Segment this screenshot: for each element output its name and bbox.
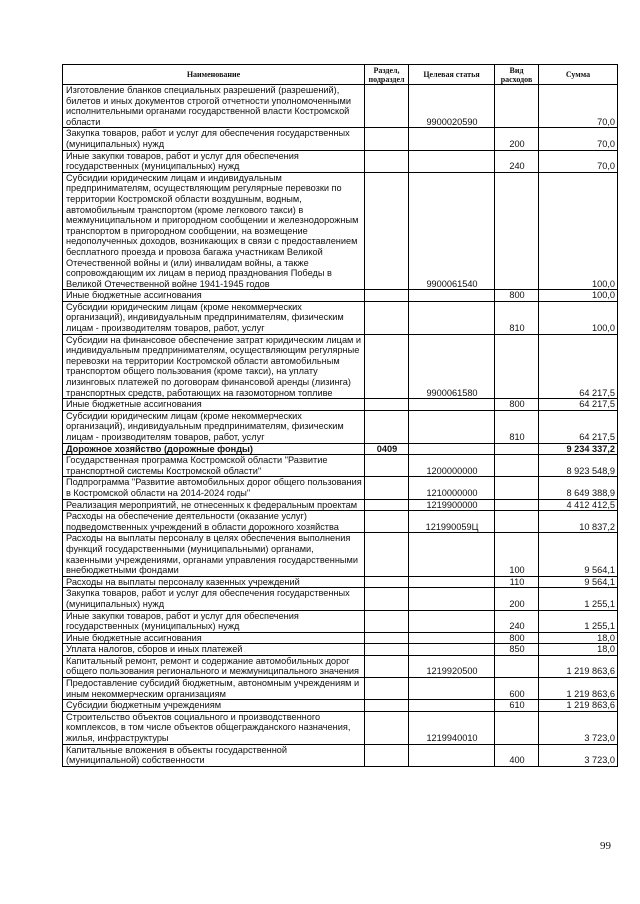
cell-name: Предоставление субсидий бюджетным, автономным учреждениям и иным некоммерческим организациям <box>63 678 365 700</box>
header-sum: Сумма <box>539 65 618 85</box>
table-row <box>63 576 618 588</box>
cell-target: 1219900000 <box>409 499 495 511</box>
cell-kind: 800 <box>495 399 539 411</box>
cell-sum: 1 219 863,6 <box>539 678 618 700</box>
cell-target <box>409 410 495 443</box>
cell-section <box>365 85 409 128</box>
cell-kind: 240 <box>495 150 539 172</box>
table-row <box>63 477 618 499</box>
cell-name: Субсидии на финансовое обеспечение затрат юридическим лицам и индивидуальным предпринимателям, осуществляющим регулярные перевозки на территории Костромской области автомобильным транспортом общего пользования (кроме такси), на уплату лизинговых платежей по договорам финансовой аренды (лизинга) транспортных средств, работающих на газомоторном топливе <box>63 334 365 399</box>
cell-target <box>409 128 495 150</box>
cell-target: 1200000000 <box>409 455 495 477</box>
cell-name: Иные бюджетные ассигнования <box>63 290 365 302</box>
cell-name: Капитальный ремонт, ремонт и содержание автомобильных дорог общего пользования регионального и межмуниципального значения <box>63 655 365 677</box>
table-row <box>63 632 618 644</box>
table-row <box>63 644 618 656</box>
cell-section <box>365 511 409 533</box>
cell-section <box>365 700 409 712</box>
table-row <box>63 399 618 411</box>
cell-section <box>365 334 409 399</box>
page-number: 99 <box>600 840 611 852</box>
cell-name: Расходы на выплаты персоналу казенных учреждений <box>63 576 365 588</box>
cell-section: 0409 <box>365 443 409 455</box>
cell-section <box>365 150 409 172</box>
cell-target <box>409 301 495 334</box>
cell-target <box>409 290 495 302</box>
cell-section <box>365 499 409 511</box>
table-row <box>63 290 618 302</box>
cell-target: 9900020590 <box>409 85 495 128</box>
cell-name: Расходы на обеспечение деятельности (оказание услуг) подведомственных учреждений в области дорожного хозяйства <box>63 511 365 533</box>
cell-kind: 400 <box>495 744 539 766</box>
cell-target <box>409 644 495 656</box>
table-row <box>63 150 618 172</box>
cell-sum: 8 923 548,9 <box>539 455 618 477</box>
cell-sum: 10 837,2 <box>539 511 618 533</box>
cell-kind <box>495 711 539 744</box>
cell-section <box>365 477 409 499</box>
cell-section <box>365 533 409 576</box>
cell-target <box>409 533 495 576</box>
table-row <box>63 410 618 443</box>
cell-section <box>365 455 409 477</box>
cell-target: 1219940010 <box>409 711 495 744</box>
cell-name: Иные бюджетные ассигнования <box>63 399 365 411</box>
cell-section <box>365 290 409 302</box>
cell-kind: 800 <box>495 632 539 644</box>
table-row <box>63 511 618 533</box>
cell-target <box>409 744 495 766</box>
table-row <box>63 301 618 334</box>
cell-sum: 70,0 <box>539 128 618 150</box>
cell-kind <box>495 655 539 677</box>
cell-name: Расходы на выплаты персоналу в целях обеспечения выполнения функций государственными (муниципальными) органами, казенными учреждениями, органами управления государственными внебюджетными фондами <box>63 533 365 576</box>
cell-name: Субсидии бюджетным учреждениям <box>63 700 365 712</box>
cell-section <box>365 399 409 411</box>
cell-target <box>409 443 495 455</box>
cell-target: 1219920500 <box>409 655 495 677</box>
table-row <box>63 455 618 477</box>
header-kind: Вид расходов <box>495 65 539 85</box>
cell-section <box>365 678 409 700</box>
cell-section <box>365 744 409 766</box>
cell-section <box>365 128 409 150</box>
cell-name: Субсидии юридическим лицам (кроме некоммерческих организаций), индивидуальным предпринимателям, физическим лицам - производителям товаров, работ, услуг <box>63 301 365 334</box>
cell-sum: 100,0 <box>539 301 618 334</box>
cell-kind <box>495 455 539 477</box>
table-row <box>63 334 618 399</box>
cell-kind <box>495 499 539 511</box>
cell-sum: 70,0 <box>539 85 618 128</box>
cell-target <box>409 678 495 700</box>
cell-kind <box>495 477 539 499</box>
cell-sum: 3 723,0 <box>539 744 618 766</box>
cell-sum: 8 649 388,9 <box>539 477 618 499</box>
cell-sum: 18,0 <box>539 632 618 644</box>
header-name: Наименование <box>63 65 365 85</box>
cell-target <box>409 588 495 610</box>
cell-name: Строительство объектов социального и производственного комплексов, в том числе объектов общегражданского назначения, жилья, инфраструктуры <box>63 711 365 744</box>
cell-sum: 4 412 412,5 <box>539 499 618 511</box>
table-header-row <box>63 65 618 85</box>
cell-sum: 9 234 337,2 <box>539 443 618 455</box>
cell-kind: 110 <box>495 576 539 588</box>
cell-sum: 64 217,5 <box>539 410 618 443</box>
cell-sum: 100,0 <box>539 172 618 290</box>
cell-section <box>365 632 409 644</box>
cell-target: 9900061540 <box>409 172 495 290</box>
cell-target: 1210000000 <box>409 477 495 499</box>
cell-kind: 610 <box>495 700 539 712</box>
cell-name: Реализация мероприятий, не отнесенных к федеральным проектам <box>63 499 365 511</box>
header-target: Целевая статья <box>409 65 495 85</box>
cell-name: Закупка товаров, работ и услуг для обеспечения государственных (муниципальных) нужд <box>63 588 365 610</box>
cell-name: Подпрограмма "Развитие автомобильных дорог общего пользования в Костромской области на 2014-2024 годы" <box>63 477 365 499</box>
cell-kind: 810 <box>495 301 539 334</box>
cell-section <box>365 644 409 656</box>
cell-section <box>365 588 409 610</box>
cell-kind: 200 <box>495 128 539 150</box>
cell-section <box>365 301 409 334</box>
table-body <box>63 85 618 767</box>
cell-sum: 1 219 863,6 <box>539 700 618 712</box>
table-row <box>63 678 618 700</box>
cell-target <box>409 150 495 172</box>
cell-section <box>365 576 409 588</box>
cell-name: Иные закупки товаров, работ и услуг для обеспечения государственных (муниципальных) нужд <box>63 150 365 172</box>
table-row <box>63 128 618 150</box>
cell-section <box>365 610 409 632</box>
table-row <box>63 85 618 128</box>
cell-target: 9900061580 <box>409 334 495 399</box>
cell-kind: 850 <box>495 644 539 656</box>
cell-section <box>365 410 409 443</box>
cell-kind: 810 <box>495 410 539 443</box>
cell-section <box>365 172 409 290</box>
cell-sum: 70,0 <box>539 150 618 172</box>
cell-sum: 9 564,1 <box>539 576 618 588</box>
cell-kind <box>495 511 539 533</box>
cell-name: Иные бюджетные ассигнования <box>63 632 365 644</box>
cell-target: 121990059Ц <box>409 511 495 533</box>
table-row <box>63 588 618 610</box>
cell-name: Изготовление бланков специальных разрешений (разрешений), билетов и иных документов строгой отчетности уполномоченными исполнительными органами государственной власти Костромской области <box>63 85 365 128</box>
cell-kind: 100 <box>495 533 539 576</box>
table-row <box>63 711 618 744</box>
cell-name: Субсидии юридическим лицам и индивидуальным предпринимателям, осуществляющим регулярные перевозки по территории Костромской области воздушным, водным, автомобильным транспортом (кроме легкового такси) в межмуниципальном и пригородном сообщении и железнодорожным транспортом в пригородном сообщении, на возмещение недополученных доходов, возникающих в связи с предоставлением бесплатного проезда и провоза багажа участникам Великой Отечественной войны и (или) инвалидам войны, а также сопровождающим их лицам в период празднования Победы в Великой Отечественной войне 1941-1945 годов <box>63 172 365 290</box>
cell-name: Иные закупки товаров, работ и услуг для обеспечения государственных (муниципальных) нужд <box>63 610 365 632</box>
cell-name: Субсидии юридическим лицам (кроме некоммерческих организаций), индивидуальным предпринимателям, физическим лицам - производителям товаров, работ, услуг <box>63 410 365 443</box>
cell-sum: 1 255,1 <box>539 588 618 610</box>
table-row <box>63 655 618 677</box>
table-row <box>63 443 618 455</box>
cell-kind <box>495 443 539 455</box>
cell-sum: 3 723,0 <box>539 711 618 744</box>
cell-name: Уплата налогов, сборов и иных платежей <box>63 644 365 656</box>
table-row <box>63 533 618 576</box>
table-row <box>63 499 618 511</box>
cell-sum: 9 564,1 <box>539 533 618 576</box>
cell-name: Дорожное хозяйство (дорожные фонды) <box>63 443 365 455</box>
cell-sum: 1 219 863,6 <box>539 655 618 677</box>
cell-kind <box>495 85 539 128</box>
cell-kind <box>495 334 539 399</box>
cell-target <box>409 700 495 712</box>
cell-kind: 240 <box>495 610 539 632</box>
cell-section <box>365 711 409 744</box>
cell-sum: 18,0 <box>539 644 618 656</box>
cell-target <box>409 610 495 632</box>
cell-target <box>409 576 495 588</box>
table-row <box>63 172 618 290</box>
cell-section <box>365 655 409 677</box>
cell-target <box>409 399 495 411</box>
cell-name: Государственная программа Костромской области "Развитие транспортной системы Костромской области" <box>63 455 365 477</box>
cell-kind <box>495 172 539 290</box>
header-section: Раздел, подраздел <box>365 65 409 85</box>
cell-name: Закупка товаров, работ и услуг для обеспечения государственных (муниципальных) нужд <box>63 128 365 150</box>
cell-sum: 64 217,5 <box>539 399 618 411</box>
table-row <box>63 744 618 766</box>
cell-kind: 600 <box>495 678 539 700</box>
cell-sum: 1 255,1 <box>539 610 618 632</box>
cell-sum: 100,0 <box>539 290 618 302</box>
cell-sum: 64 217,5 <box>539 334 618 399</box>
budget-table <box>62 64 618 767</box>
cell-kind: 800 <box>495 290 539 302</box>
cell-kind: 200 <box>495 588 539 610</box>
table-row <box>63 700 618 712</box>
cell-target <box>409 632 495 644</box>
cell-name: Капитальные вложения в объекты государственной (муниципальной) собственности <box>63 744 365 766</box>
table-row <box>63 610 618 632</box>
